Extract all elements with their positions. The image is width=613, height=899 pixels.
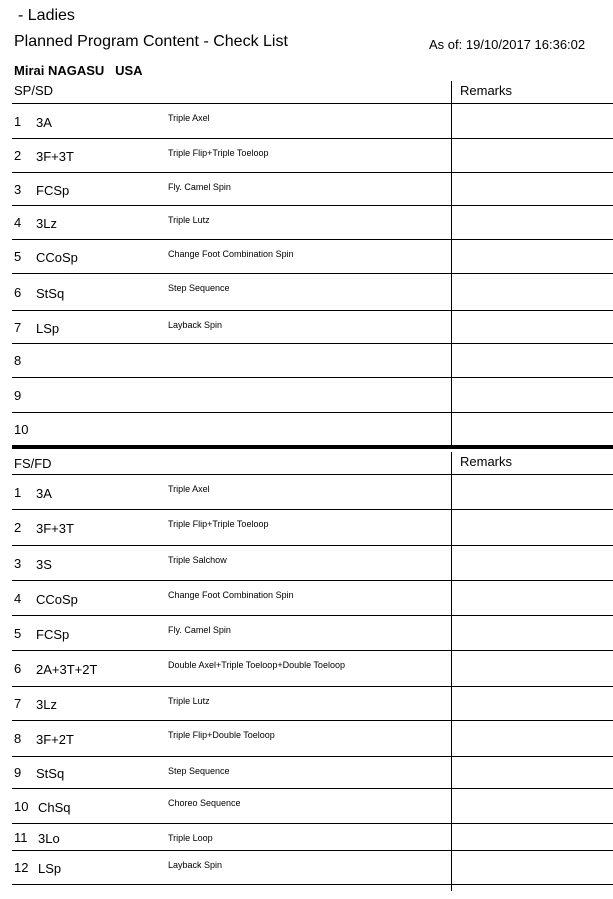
sp-remarks-header: Remarks <box>460 83 513 98</box>
element-number: 4 <box>14 590 22 606</box>
element-description: Triple Axel <box>168 113 210 123</box>
element-description: Step Sequence <box>168 283 230 293</box>
element-code: StSq <box>36 766 65 781</box>
element-number: 7 <box>14 696 22 711</box>
timestamp: As of: 19/10/2017 16:36:02 <box>429 37 586 52</box>
element-code: CCoSp <box>36 591 78 607</box>
element-code: 3S <box>36 556 52 572</box>
row-divider <box>12 205 613 206</box>
element-code: FCSp <box>36 182 70 198</box>
row-divider <box>12 509 613 510</box>
element-number: 10 <box>14 421 29 437</box>
row-divider <box>12 788 613 789</box>
element-description: Triple Axel <box>168 484 210 494</box>
row-divider <box>12 343 613 344</box>
row-divider <box>12 884 613 885</box>
element-number: 2 <box>14 520 22 535</box>
element-number: 6 <box>14 661 22 676</box>
element-description: Change Foot Combination Spin <box>168 249 294 259</box>
element-number: 4 <box>14 215 22 230</box>
element-code: 2A+3T+2T <box>36 662 98 677</box>
row-divider <box>12 239 613 240</box>
element-description: Triple Lutz <box>168 215 210 225</box>
element-description: Layback Spin <box>168 860 223 870</box>
element-description: Triple Salchow <box>168 555 227 565</box>
row-divider <box>12 377 613 378</box>
element-number: 12 <box>14 860 29 875</box>
element-code: 3A <box>36 485 52 501</box>
row-divider <box>12 310 613 311</box>
row-divider <box>12 138 613 139</box>
element-description: Triple Loop <box>168 833 213 843</box>
section-divider <box>12 445 613 449</box>
element-code: CCoSp <box>36 250 78 265</box>
sp-remarks-divider <box>451 81 452 445</box>
element-number: 2 <box>14 148 22 163</box>
row-divider <box>12 756 613 757</box>
row-divider <box>12 273 613 274</box>
element-code: FCSp <box>36 626 70 642</box>
element-description: Double Axel+Triple Toeloop+Double Toeloop <box>168 660 345 670</box>
element-number: 7 <box>14 319 22 335</box>
row-divider <box>12 720 613 721</box>
row-divider <box>12 686 613 687</box>
fs-header-rule <box>12 474 613 475</box>
element-description: Layback Spin <box>168 320 223 330</box>
page-title: Planned Program Content - Check List <box>14 33 288 50</box>
element-number: 5 <box>14 625 22 641</box>
element-number: 10 <box>14 798 29 814</box>
element-description: Triple Lutz <box>168 696 210 706</box>
sp-header-rule <box>12 103 613 104</box>
element-code: 3Lo <box>38 830 60 846</box>
element-number: 9 <box>14 387 22 403</box>
element-code: 3Lz <box>36 697 57 712</box>
row-divider <box>12 412 613 413</box>
element-number: 1 <box>14 484 22 500</box>
element-description: Fly. Camel Spin <box>168 625 231 635</box>
element-code: 3F+3T <box>36 149 74 164</box>
element-number: 3 <box>14 555 22 571</box>
element-description: Change Foot Combination Spin <box>168 590 294 600</box>
element-description: Triple Flip+Triple Toeloop <box>168 519 269 529</box>
row-divider <box>12 172 613 173</box>
element-code: StSq <box>36 285 65 301</box>
element-description: Step Sequence <box>168 766 230 776</box>
category-label: - Ladies <box>18 7 75 24</box>
fs-remarks-header: Remarks <box>460 454 513 469</box>
element-description: Fly. Camel Spin <box>168 182 231 192</box>
element-code: LSp <box>38 861 62 876</box>
row-divider <box>12 823 613 824</box>
element-number: 8 <box>14 353 22 368</box>
row-divider <box>12 615 613 616</box>
element-description: Triple Flip+Double Toeloop <box>168 730 275 740</box>
skater-name: Mirai NAGASU USA <box>14 63 143 78</box>
row-divider <box>12 650 613 651</box>
fs-remarks-divider <box>451 452 452 891</box>
element-code: 3Lz <box>36 216 57 231</box>
element-number: 8 <box>14 731 22 746</box>
element-code: 3F+2T <box>36 732 74 747</box>
element-number: 11 <box>14 829 28 845</box>
element-number: 1 <box>14 113 22 129</box>
row-divider <box>12 580 613 581</box>
row-divider <box>12 545 613 546</box>
element-number: 6 <box>14 284 22 300</box>
element-code: 3F+3T <box>36 521 74 536</box>
element-number: 3 <box>14 181 22 197</box>
element-description: Triple Flip+Triple Toeloop <box>168 148 269 158</box>
element-number: 5 <box>14 249 22 264</box>
element-description: Choreo Sequence <box>168 798 241 808</box>
sp-section-label: SP/SD <box>14 83 54 98</box>
element-number: 9 <box>14 765 22 780</box>
element-code: 3A <box>36 114 52 130</box>
fs-section-label: FS/FD <box>14 456 52 471</box>
element-code: LSp <box>36 320 60 336</box>
row-divider <box>12 850 613 851</box>
element-code: ChSq <box>38 799 71 815</box>
